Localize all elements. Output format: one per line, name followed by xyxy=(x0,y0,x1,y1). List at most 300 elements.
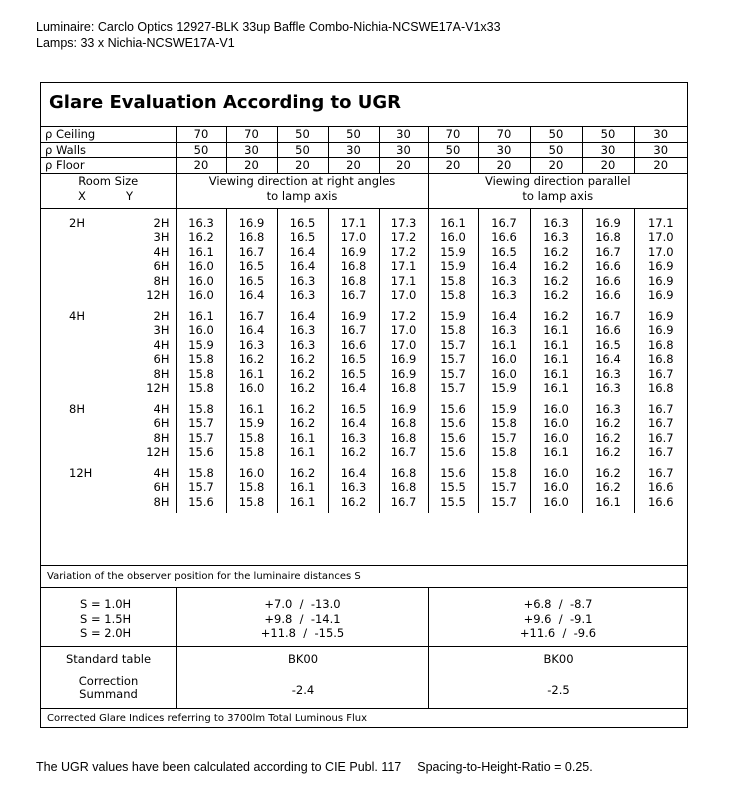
room-y: 8H xyxy=(153,273,170,288)
table-row xyxy=(41,445,687,460)
filler-cell xyxy=(41,509,176,513)
ugr-value: 16.8 xyxy=(634,352,687,367)
table-filler xyxy=(41,509,687,513)
filler-cell xyxy=(379,509,428,513)
room-y: 12H xyxy=(146,381,170,395)
room-y: 12H xyxy=(146,445,170,459)
ugr-value: 16.2 xyxy=(582,416,634,431)
shr-note: Spacing-to-Height-Ratio = 0.25. xyxy=(417,760,593,774)
header-line: Viewing direction parallel xyxy=(484,173,631,188)
ugr-value: 16.3 xyxy=(478,288,530,303)
ugr-value: 17.0 xyxy=(379,323,428,338)
ugr-value: 16.0 xyxy=(478,352,530,367)
ugr-value: 16.5 xyxy=(277,230,328,245)
reflectance-value: 20 xyxy=(478,158,530,174)
ugr-value: 17.3 xyxy=(379,208,428,230)
ugr-value: 16.7 xyxy=(226,245,277,260)
ugr-value: 16.6 xyxy=(582,259,634,274)
ugr-value: 16.0 xyxy=(176,288,226,303)
ugr-value: 16.4 xyxy=(328,460,379,481)
reflectance-label: ρ Floor xyxy=(41,158,176,174)
header-line: to lamp axis xyxy=(266,188,338,203)
ugr-value: 16.1 xyxy=(176,303,226,324)
ugr-value: 17.0 xyxy=(634,230,687,245)
standard-table-label: Standard table xyxy=(65,652,152,666)
reflectance-value: 30 xyxy=(634,127,687,143)
ugr-value: 16.3 xyxy=(478,274,530,289)
ugr-value: 16.9 xyxy=(634,274,687,289)
reflectance-value: 50 xyxy=(530,127,582,143)
ugr-value: 15.5 xyxy=(428,495,478,510)
room-y: 6H xyxy=(153,259,170,273)
reflectance-value: 50 xyxy=(328,127,379,143)
ugr-value: 16.9 xyxy=(582,208,634,230)
reflectance-value: 30 xyxy=(379,142,428,158)
ugr-value: 16.2 xyxy=(530,259,582,274)
ugr-value: 16.7 xyxy=(328,323,379,338)
ugr-value: 16.1 xyxy=(277,480,328,495)
room-size-cell xyxy=(41,396,176,417)
ugr-value: 16.0 xyxy=(530,495,582,510)
ugr-value: 16.0 xyxy=(176,274,226,289)
variation-label: Variation of the observer position for the luminaire distances S xyxy=(41,565,687,587)
ugr-value: 15.8 xyxy=(176,396,226,417)
room-size-cell xyxy=(41,338,176,353)
ugr-value: 16.9 xyxy=(379,352,428,367)
y-label: Y xyxy=(126,188,134,203)
ugr-value: 16.8 xyxy=(328,259,379,274)
ugr-value: 16.2 xyxy=(582,431,634,446)
ugr-value: 16.2 xyxy=(226,352,277,367)
room-size-cell xyxy=(41,416,176,431)
ugr-value: 16.3 xyxy=(530,230,582,245)
ugr-value: 16.3 xyxy=(328,431,379,446)
room-size-header xyxy=(41,173,176,208)
room-size-cell xyxy=(41,288,176,303)
ugr-value: 15.6 xyxy=(428,431,478,446)
ugr-value: 15.7 xyxy=(428,381,478,396)
x-label: X xyxy=(78,188,86,203)
ugr-value: 16.7 xyxy=(634,445,687,460)
room-size-cell xyxy=(41,274,176,289)
ugr-value: 16.9 xyxy=(328,245,379,260)
table-row xyxy=(41,416,687,431)
ugr-value: 16.0 xyxy=(530,396,582,417)
reflectance-value: 20 xyxy=(277,158,328,174)
table-row xyxy=(41,367,687,382)
ugr-value: 16.8 xyxy=(379,381,428,396)
ugr-value: 15.8 xyxy=(478,416,530,431)
header-line: Viewing direction at right angles xyxy=(208,173,396,188)
room-size-label: Room Size xyxy=(78,173,139,188)
ugr-value: 16.6 xyxy=(582,274,634,289)
standard-labels xyxy=(41,647,176,709)
reflectance-value: 20 xyxy=(428,158,478,174)
reflectance-value: 50 xyxy=(582,127,634,143)
ugr-value: 16.2 xyxy=(582,445,634,460)
ugr-value: 16.5 xyxy=(328,352,379,367)
ugr-value: 15.7 xyxy=(428,338,478,353)
ugr-value: 15.8 xyxy=(478,460,530,481)
reflectance-value: 30 xyxy=(582,142,634,158)
table-row xyxy=(41,338,687,353)
ugr-value: 16.8 xyxy=(582,230,634,245)
filler-cell xyxy=(176,509,226,513)
calc-note: The UGR values have been calculated according to CIE Publ. 117 xyxy=(36,760,402,774)
ugr-value: 16.0 xyxy=(530,460,582,481)
table-row xyxy=(41,352,687,367)
filler-cell xyxy=(478,509,530,513)
ugr-value: 17.2 xyxy=(379,303,428,324)
ugr-value: 16.6 xyxy=(582,288,634,303)
room-y: 4H xyxy=(153,244,170,259)
ugr-value: 16.8 xyxy=(634,338,687,353)
table-row xyxy=(41,431,687,446)
ugr-value: 16.3 xyxy=(277,288,328,303)
table-row xyxy=(41,396,687,417)
ugr-value: 15.7 xyxy=(478,495,530,510)
room-size-cell xyxy=(41,431,176,446)
ugr-value: 15.8 xyxy=(428,323,478,338)
room-y: 2H xyxy=(153,215,170,230)
ugr-value: 16.3 xyxy=(226,338,277,353)
ugr-value: 16.7 xyxy=(634,367,687,382)
ugr-value: 16.0 xyxy=(530,431,582,446)
variation-value: +9.8 / -14.1 xyxy=(264,611,341,626)
table-row xyxy=(41,245,687,260)
variation-value: +7.0 / -13.0 xyxy=(264,597,341,611)
room-y: 12H xyxy=(146,288,170,302)
reflectance-value: 70 xyxy=(428,127,478,143)
ugr-value: 16.1 xyxy=(530,323,582,338)
ugr-value: 16.2 xyxy=(530,288,582,303)
room-y: 2H xyxy=(153,308,170,323)
ugr-value: 15.8 xyxy=(226,431,277,446)
table-row xyxy=(41,230,687,245)
ugr-value: 16.0 xyxy=(176,259,226,274)
ugr-value: 16.9 xyxy=(328,303,379,324)
correction-summand-label xyxy=(41,675,176,701)
table-row xyxy=(41,288,687,303)
ugr-value: 16.4 xyxy=(226,323,277,338)
ugr-value: 16.2 xyxy=(277,460,328,481)
ugr-value: 15.8 xyxy=(428,274,478,289)
standard-table-section xyxy=(41,646,687,709)
ugr-value: 15.9 xyxy=(226,416,277,431)
table-row xyxy=(41,274,687,289)
header-line: to lamp axis xyxy=(522,188,594,203)
room-y: 4H xyxy=(153,401,170,416)
reflectance-row xyxy=(41,127,687,143)
ugr-value: 16.1 xyxy=(277,495,328,510)
ugr-value: 16.1 xyxy=(478,338,530,353)
reflectance-value: 30 xyxy=(478,142,530,158)
ugr-value: 16.5 xyxy=(328,396,379,417)
ugr-value: 16.0 xyxy=(530,416,582,431)
ugr-value: 15.9 xyxy=(176,338,226,353)
ugr-value: 16.3 xyxy=(277,274,328,289)
ugr-value: 16.8 xyxy=(379,460,428,481)
ugr-value: 16.4 xyxy=(328,416,379,431)
reflectance-value: 20 xyxy=(226,158,277,174)
table-row xyxy=(41,480,687,495)
reflectance-value: 50 xyxy=(277,127,328,143)
ugr-value: 16.2 xyxy=(277,416,328,431)
observer-variation-section xyxy=(41,587,687,647)
ugr-value: 16.1 xyxy=(226,396,277,417)
ugr-value: 16.1 xyxy=(277,431,328,446)
ugr-value: 15.9 xyxy=(428,303,478,324)
ugr-value: 17.1 xyxy=(379,259,428,274)
reflectance-value: 50 xyxy=(277,142,328,158)
ugr-value: 16.2 xyxy=(277,367,328,382)
ugr-value: 16.3 xyxy=(277,338,328,353)
variation-right-angles xyxy=(176,588,428,647)
ugr-value: 16.3 xyxy=(277,323,328,338)
variation-value: +9.6 / -9.1 xyxy=(523,611,593,626)
room-x: 4H xyxy=(69,308,85,323)
reflectance-value: 70 xyxy=(478,127,530,143)
reflectance-value: 50 xyxy=(176,142,226,158)
ugr-value: 16.2 xyxy=(277,396,328,417)
ugr-value: 16.4 xyxy=(277,259,328,274)
ugr-value: 16.7 xyxy=(328,288,379,303)
correction-value: -2.5 xyxy=(547,683,570,697)
ugr-value: 17.1 xyxy=(379,274,428,289)
ugr-value: 16.7 xyxy=(226,303,277,324)
room-size-cell xyxy=(41,480,176,495)
ugr-value: 16.0 xyxy=(428,230,478,245)
ugr-value: 16.9 xyxy=(634,259,687,274)
ugr-value: 16.4 xyxy=(277,245,328,260)
reflectance-value: 20 xyxy=(379,158,428,174)
table-row xyxy=(41,259,687,274)
viewing-parallel-header xyxy=(428,173,687,208)
ugr-value: 16.3 xyxy=(582,381,634,396)
standard-right-angles xyxy=(176,647,429,709)
ugr-value: 16.2 xyxy=(582,480,634,495)
ugr-value: 16.9 xyxy=(379,396,428,417)
ugr-value: 16.1 xyxy=(530,381,582,396)
ugr-value: 16.2 xyxy=(176,230,226,245)
document-header xyxy=(36,19,501,51)
ugr-value: 15.8 xyxy=(176,381,226,396)
ugr-value: 16.2 xyxy=(277,352,328,367)
filler-cell xyxy=(582,509,634,513)
standard-table-value: BK00 xyxy=(543,652,574,666)
ugr-value: 16.6 xyxy=(478,230,530,245)
ugr-value: 15.8 xyxy=(176,367,226,382)
ugr-value: 15.8 xyxy=(176,460,226,481)
ugr-value: 16.9 xyxy=(226,208,277,230)
spacing-label: S = 1.5H xyxy=(80,611,132,626)
filler-cell xyxy=(530,509,582,513)
ugr-value: 17.1 xyxy=(634,208,687,230)
ugr-value: 16.0 xyxy=(478,367,530,382)
reflectance-row xyxy=(41,158,687,174)
ugr-value: 16.9 xyxy=(634,323,687,338)
room-x: 8H xyxy=(69,401,85,416)
ugr-value: 16.0 xyxy=(176,323,226,338)
table-row xyxy=(41,381,687,396)
viewing-right-angles-header xyxy=(176,173,428,208)
room-size-cell xyxy=(41,323,176,338)
table-row xyxy=(41,303,687,324)
spacing-label: S = 1.0H xyxy=(80,597,132,611)
room-y: 8H xyxy=(153,366,170,381)
reflectance-value: 30 xyxy=(634,142,687,158)
ugr-value: 16.3 xyxy=(176,208,226,230)
document-footer xyxy=(36,760,593,774)
ugr-value: 16.1 xyxy=(428,208,478,230)
ugr-value: 16.0 xyxy=(226,460,277,481)
ugr-value: 16.5 xyxy=(582,338,634,353)
reflectance-value: 70 xyxy=(176,127,226,143)
ugr-value: 17.0 xyxy=(379,338,428,353)
ugr-value: 16.1 xyxy=(530,338,582,353)
ugr-value: 16.3 xyxy=(478,323,530,338)
variation-value: +11.6 / -9.6 xyxy=(519,626,597,640)
ugr-value: 15.8 xyxy=(176,352,226,367)
ugr-value: 16.8 xyxy=(379,416,428,431)
ugr-value: 15.8 xyxy=(226,495,277,510)
ugr-value: 16.5 xyxy=(226,274,277,289)
ugr-value: 16.5 xyxy=(277,208,328,230)
ugr-value: 15.7 xyxy=(428,352,478,367)
room-size-cell xyxy=(41,495,176,510)
ugr-value: 15.6 xyxy=(176,445,226,460)
ugr-value: 16.5 xyxy=(328,367,379,382)
reflectance-value: 30 xyxy=(226,142,277,158)
ugr-value: 16.7 xyxy=(478,208,530,230)
room-size-cell xyxy=(41,367,176,382)
ugr-value: 16.3 xyxy=(530,208,582,230)
ugr-value: 16.7 xyxy=(379,495,428,510)
ugr-value: 15.7 xyxy=(428,367,478,382)
ugr-value: 16.2 xyxy=(530,303,582,324)
ugr-value: 15.6 xyxy=(428,416,478,431)
ugr-value: 16.2 xyxy=(328,495,379,510)
reflectance-value: 50 xyxy=(530,142,582,158)
room-size-cell xyxy=(41,445,176,460)
ugr-value: 15.6 xyxy=(428,396,478,417)
ugr-value: 16.9 xyxy=(634,288,687,303)
ugr-value: 16.8 xyxy=(634,381,687,396)
ugr-value: 16.7 xyxy=(634,396,687,417)
ugr-value: 15.5 xyxy=(428,480,478,495)
ugr-value: 17.0 xyxy=(379,288,428,303)
ugr-value: 16.2 xyxy=(582,460,634,481)
xy-labels xyxy=(41,189,176,204)
room-y: 3H xyxy=(153,230,170,244)
standard-parallel xyxy=(428,647,688,709)
ugr-value: 15.9 xyxy=(478,396,530,417)
reflectance-label: ρ Walls xyxy=(41,142,176,158)
lamps-line: Lamps: 33 x Nichia-NCSWE17A-V1 xyxy=(36,36,235,50)
room-size-cell xyxy=(41,259,176,274)
room-y: 8H xyxy=(153,494,170,509)
ugr-value: 16.4 xyxy=(277,303,328,324)
filler-cell xyxy=(226,509,277,513)
ugr-value: 16.8 xyxy=(226,230,277,245)
ugr-value: 15.8 xyxy=(226,480,277,495)
room-x: 12H xyxy=(69,465,93,480)
reflectance-row xyxy=(41,142,687,158)
ugr-value: 16.7 xyxy=(379,445,428,460)
variation-value: +6.8 / -8.7 xyxy=(523,597,593,611)
ugr-value: 17.0 xyxy=(328,230,379,245)
ugr-glare-table-box xyxy=(40,82,688,728)
ugr-value: 16.3 xyxy=(582,396,634,417)
room-y: 6H xyxy=(153,480,170,494)
room-size-cell xyxy=(41,352,176,367)
ugr-value: 16.4 xyxy=(328,381,379,396)
ugr-value: 15.9 xyxy=(428,245,478,260)
reflectance-value: 20 xyxy=(530,158,582,174)
reflectance-label: ρ Ceiling xyxy=(41,127,176,143)
ugr-value: 16.4 xyxy=(582,352,634,367)
ugr-value: 16.1 xyxy=(530,352,582,367)
ugr-value: 15.7 xyxy=(176,480,226,495)
room-size-cell xyxy=(41,303,176,324)
ugr-value: 15.8 xyxy=(428,288,478,303)
ugr-value: 16.9 xyxy=(634,303,687,324)
ugr-value: 15.6 xyxy=(176,495,226,510)
ugr-value: 16.1 xyxy=(530,445,582,460)
correction-label-line2: Summand xyxy=(79,687,138,701)
corrected-glare-note: Corrected Glare Indices referring to 3700lm Total Luminous Flux xyxy=(41,708,687,728)
ugr-value: 16.5 xyxy=(226,259,277,274)
ugr-value: 16.1 xyxy=(176,245,226,260)
ugr-value: 15.7 xyxy=(478,480,530,495)
filler-cell xyxy=(277,509,328,513)
room-size-cell xyxy=(41,245,176,260)
ugr-value: 16.8 xyxy=(328,274,379,289)
ugr-value: 16.5 xyxy=(478,245,530,260)
ugr-value: 16.7 xyxy=(634,431,687,446)
reflectance-value: 20 xyxy=(634,158,687,174)
ugr-value: 15.6 xyxy=(428,445,478,460)
room-y: 4H xyxy=(153,465,170,480)
ugr-value: 16.3 xyxy=(582,367,634,382)
table-row xyxy=(41,208,687,230)
ugr-value: 16.1 xyxy=(530,367,582,382)
ugr-value: 17.0 xyxy=(634,245,687,260)
ugr-value: 16.0 xyxy=(530,480,582,495)
ugr-value: 16.4 xyxy=(478,259,530,274)
correction-label-line1: Correction xyxy=(78,674,139,688)
reflectance-value: 20 xyxy=(176,158,226,174)
room-x: 2H xyxy=(69,215,85,230)
ugr-value: 16.6 xyxy=(582,323,634,338)
reflectance-value: 50 xyxy=(428,142,478,158)
ugr-value: 16.4 xyxy=(226,288,277,303)
ugr-value: 16.6 xyxy=(328,338,379,353)
ugr-value: 17.2 xyxy=(379,230,428,245)
ugr-value: 16.0 xyxy=(226,381,277,396)
reflectance-value: 20 xyxy=(582,158,634,174)
ugr-value: 16.4 xyxy=(478,303,530,324)
table-title: Glare Evaluation According to UGR xyxy=(49,92,401,113)
ugr-value: 16.7 xyxy=(634,416,687,431)
ugr-value: 16.2 xyxy=(277,381,328,396)
table-row xyxy=(41,460,687,481)
luminaire-line: Luminaire: Carclo Optics 12927-BLK 33up Baffle Combo-Nichia-NCSWE17A-V1x33 xyxy=(36,20,501,34)
ugr-value: 16.8 xyxy=(379,431,428,446)
ugr-value: 16.1 xyxy=(226,367,277,382)
ugr-value: 16.6 xyxy=(634,480,687,495)
ugr-value: 16.7 xyxy=(582,245,634,260)
